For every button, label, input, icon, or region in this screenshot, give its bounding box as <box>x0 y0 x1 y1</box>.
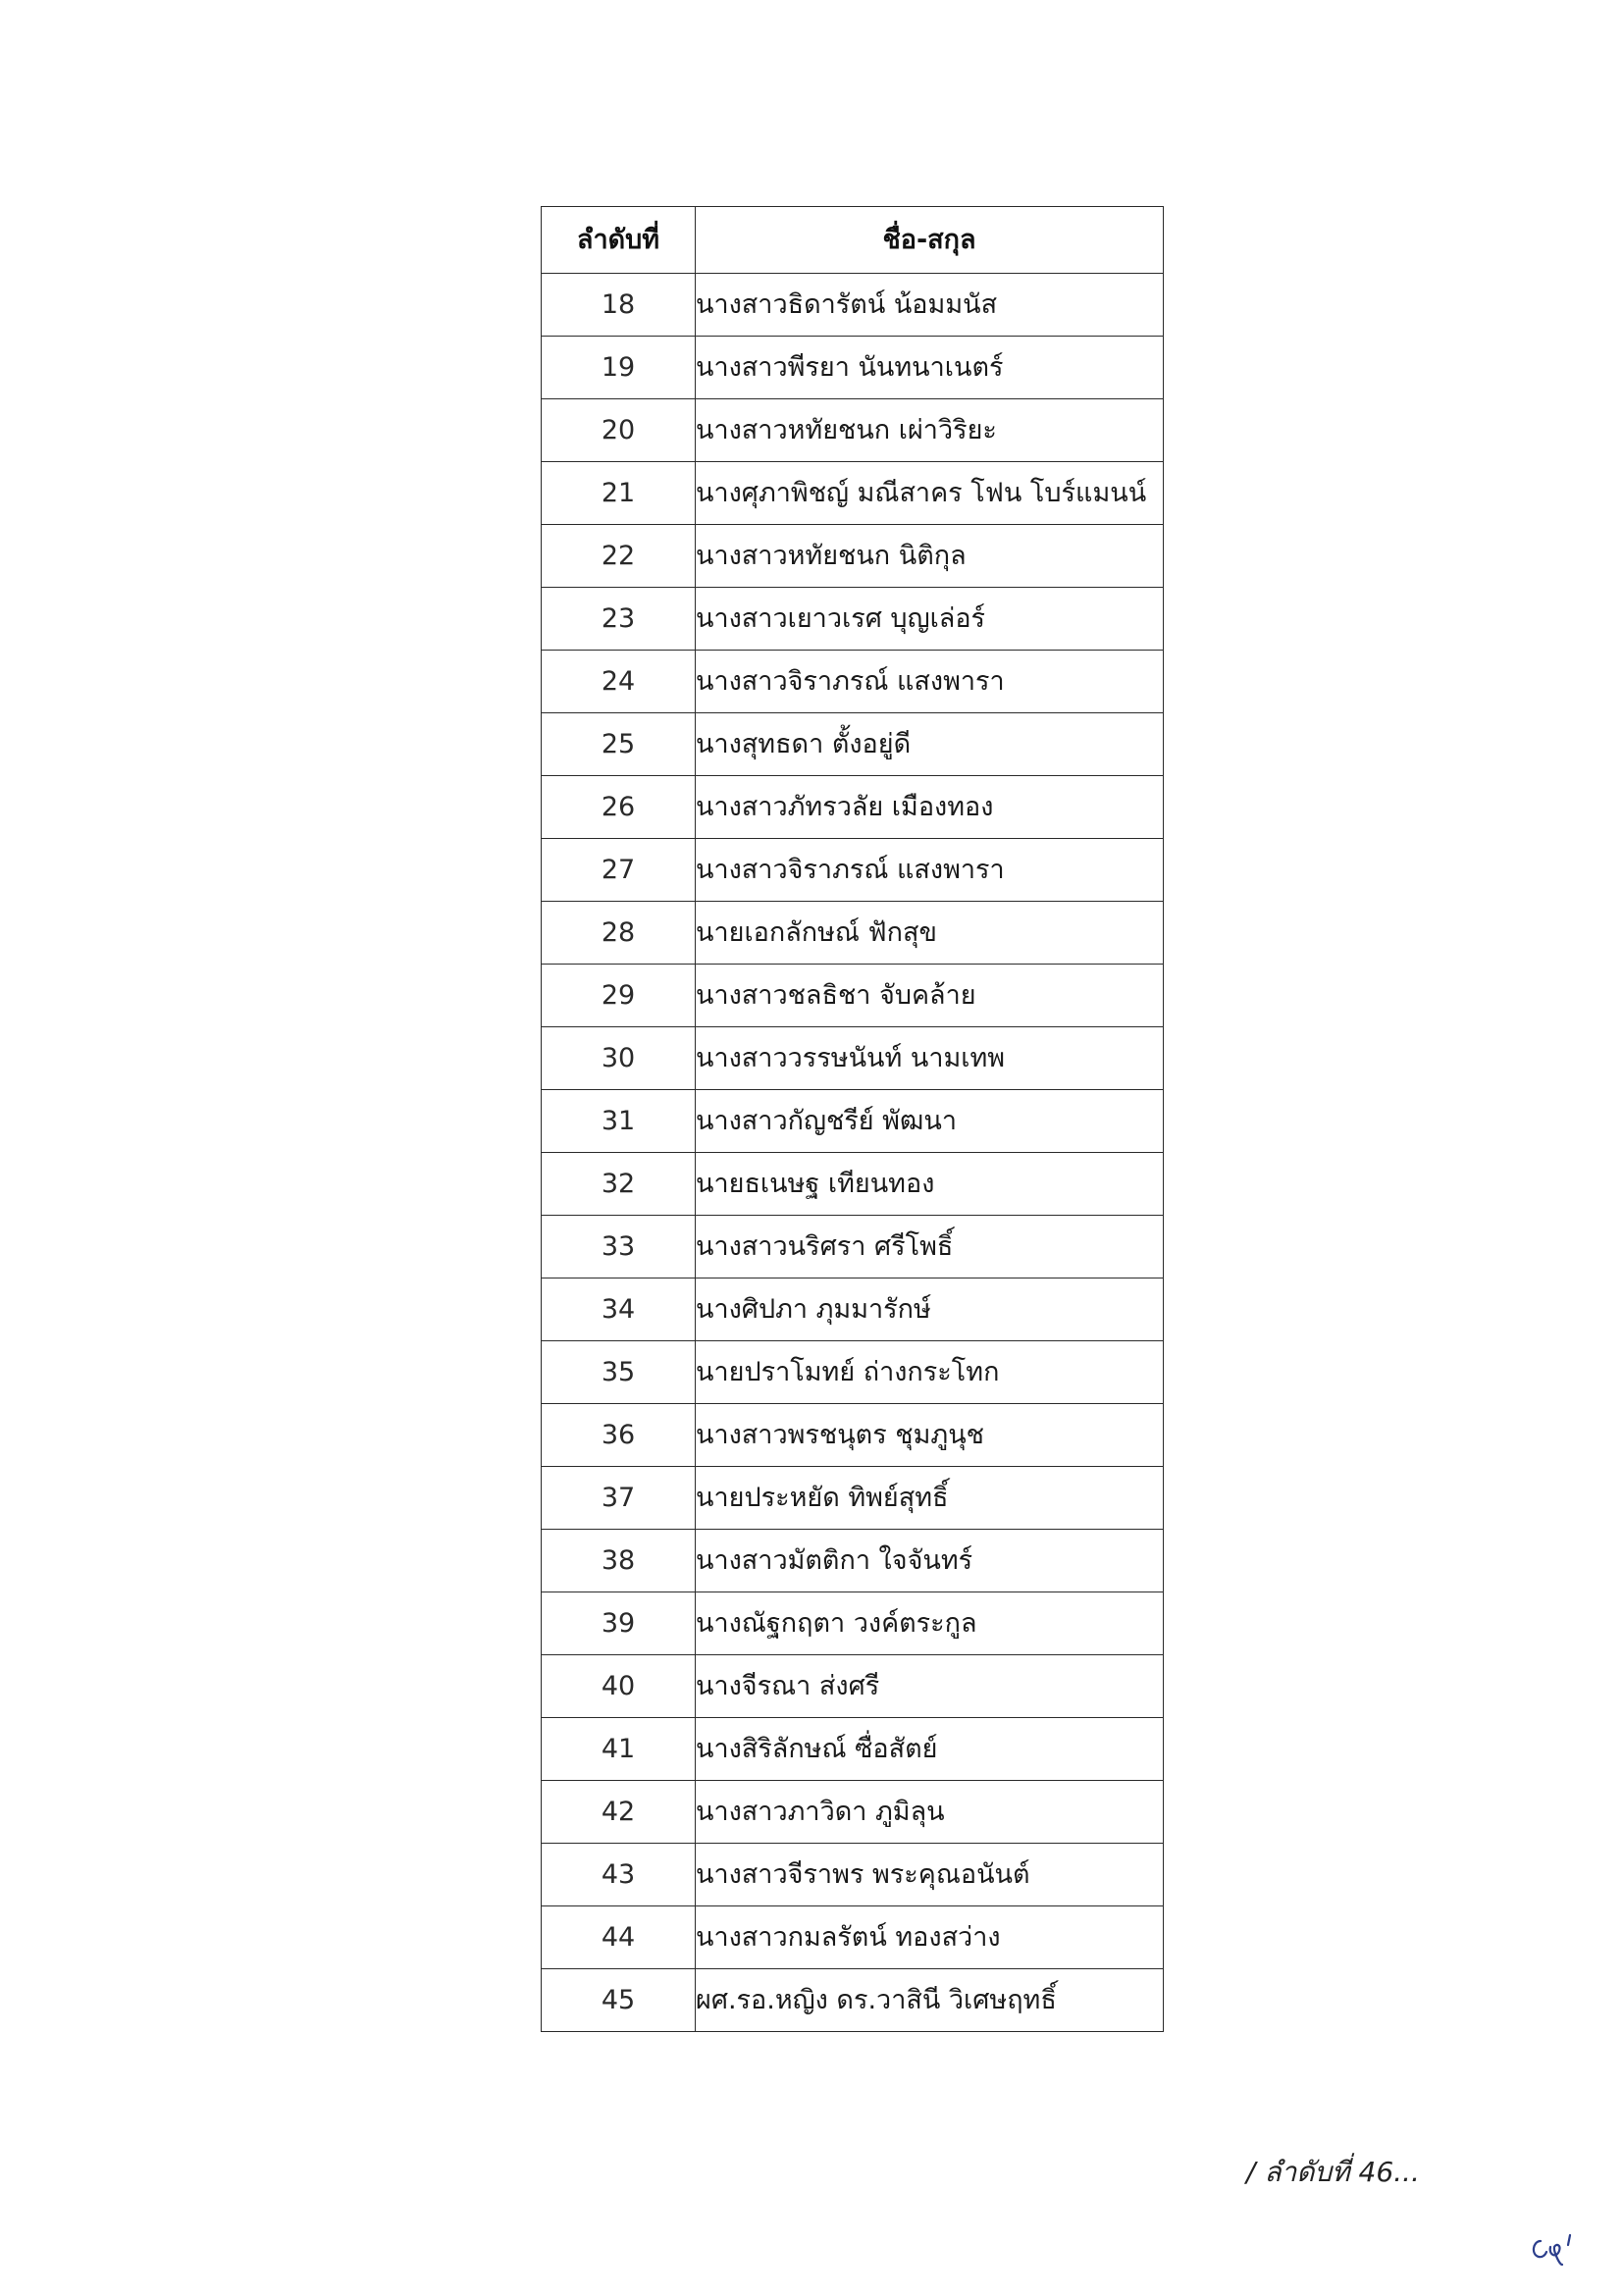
row-name: ผศ.รอ.หญิง ดร.วาสินี วิเศษฤทธิ์ <box>696 1969 1164 2032</box>
table-row <box>542 1969 1164 2032</box>
name-list-table <box>541 206 1164 2032</box>
table-row <box>542 1341 1164 1404</box>
row-number: 31 <box>542 1090 696 1153</box>
row-name: นางสาวภัทรวลัย เมืองทอง <box>696 776 1164 839</box>
row-name: นางสาวจีราพร พระคุณอนันต์ <box>696 1844 1164 1906</box>
row-number: 33 <box>542 1216 696 1278</box>
row-name: นางสาวภาวิดา ภูมิลุน <box>696 1781 1164 1844</box>
row-number: 43 <box>542 1844 696 1906</box>
table-row <box>542 651 1164 713</box>
row-number: 37 <box>542 1467 696 1530</box>
row-name: นางสาวจิราภรณ์ แสงพารา <box>696 651 1164 713</box>
table-row <box>542 1216 1164 1278</box>
row-name: นางสาวหทัยชนก นิติกุล <box>696 525 1164 588</box>
row-name: นางจีรณา ส่งศรี <box>696 1655 1164 1718</box>
row-number: 41 <box>542 1718 696 1781</box>
row-number: 32 <box>542 1153 696 1216</box>
row-name: นางสาวกัญชรีย์ พัฒนา <box>696 1090 1164 1153</box>
row-number: 34 <box>542 1278 696 1341</box>
row-number: 18 <box>542 274 696 337</box>
row-number: 39 <box>542 1592 696 1655</box>
table-row <box>542 1090 1164 1153</box>
table-row <box>542 713 1164 776</box>
row-name: นางสาวจิราภรณ์ แสงพารา <box>696 839 1164 902</box>
row-name: นางสาวพรชนุตร ชุมภูนุช <box>696 1404 1164 1467</box>
row-name: นางศิปภา ภุมมารักษ์ <box>696 1278 1164 1341</box>
table-row <box>542 776 1164 839</box>
table-row <box>542 1530 1164 1592</box>
table-row <box>542 902 1164 965</box>
table-row <box>542 1278 1164 1341</box>
header-number: ลำดับที่ <box>542 207 696 274</box>
table-row <box>542 1906 1164 1969</box>
row-name: นางสาวธิดารัตน์ น้อมมนัส <box>696 274 1164 337</box>
table-row <box>542 1027 1164 1090</box>
table-row <box>542 525 1164 588</box>
row-number: 36 <box>542 1404 696 1467</box>
row-number: 22 <box>542 525 696 588</box>
row-name: นายปราโมทย์ ถ่างกระโทก <box>696 1341 1164 1404</box>
header-name: ชื่อ-สกุล <box>696 207 1164 274</box>
row-number: 30 <box>542 1027 696 1090</box>
table-header <box>542 207 1164 274</box>
row-name: นางสาวพีรยา นันทนาเนตร์ <box>696 337 1164 399</box>
row-name: นางสาวเยาวเรศ บุญเล่อร์ <box>696 588 1164 651</box>
row-number: 26 <box>542 776 696 839</box>
row-name: นายธเนษฐ เทียนทอง <box>696 1153 1164 1216</box>
table-row <box>542 337 1164 399</box>
row-name: นางศุภาพิชญ์ มณีสาคร โฟน โบร์แมนน์ <box>696 462 1164 525</box>
table-row <box>542 462 1164 525</box>
row-number: 23 <box>542 588 696 651</box>
row-name: นายประหยัด ทิพย์สุทธิ์ <box>696 1467 1164 1530</box>
row-number: 29 <box>542 965 696 1027</box>
row-name: นางสาวหทัยชนก เผ่าวิริยะ <box>696 399 1164 462</box>
table-row <box>542 588 1164 651</box>
row-name: นายเอกลักษณ์ ฟักสุข <box>696 902 1164 965</box>
row-number: 42 <box>542 1781 696 1844</box>
table-row <box>542 1781 1164 1844</box>
row-number: 20 <box>542 399 696 462</box>
table-row <box>542 1718 1164 1781</box>
header-row <box>542 207 1164 274</box>
table-row <box>542 1467 1164 1530</box>
table-row <box>542 1655 1164 1718</box>
row-number: 35 <box>542 1341 696 1404</box>
row-number: 40 <box>542 1655 696 1718</box>
row-number: 19 <box>542 337 696 399</box>
row-name: นางสาวมัตติกา ใจจันทร์ <box>696 1530 1164 1592</box>
table-row <box>542 274 1164 337</box>
row-name: นางณัฐกฤตา วงค์ตระกูล <box>696 1592 1164 1655</box>
continuation-note: / ลำดับที่ 46... <box>1246 2156 1420 2188</box>
table-row <box>542 1404 1164 1467</box>
row-number: 27 <box>542 839 696 902</box>
row-number: 38 <box>542 1530 696 1592</box>
table-row <box>542 399 1164 462</box>
row-name: นางสาววรรษนันท์ นามเทพ <box>696 1027 1164 1090</box>
row-number: 24 <box>542 651 696 713</box>
row-name: นางสาวกมลรัตน์ ทองสว่าง <box>696 1906 1164 1969</box>
table-row <box>542 839 1164 902</box>
table-body <box>542 274 1164 2032</box>
row-name: นางสุทธดา ตั้งอยู่ดี <box>696 713 1164 776</box>
row-number: 25 <box>542 713 696 776</box>
table-row <box>542 1153 1164 1216</box>
row-number: 44 <box>542 1906 696 1969</box>
table-row <box>542 1592 1164 1655</box>
row-number: 28 <box>542 902 696 965</box>
row-number: 45 <box>542 1969 696 2032</box>
table-row <box>542 1844 1164 1906</box>
row-number: 21 <box>542 462 696 525</box>
row-name: นางสาวชลธิชา จับคล้าย <box>696 965 1164 1027</box>
row-name: นางสาวนริศรา ศรีโพธิ์ <box>696 1216 1164 1278</box>
handwritten-initials <box>1527 2225 1586 2270</box>
table-row <box>542 965 1164 1027</box>
row-name: นางสิริลักษณ์ ซื่อสัตย์ <box>696 1718 1164 1781</box>
